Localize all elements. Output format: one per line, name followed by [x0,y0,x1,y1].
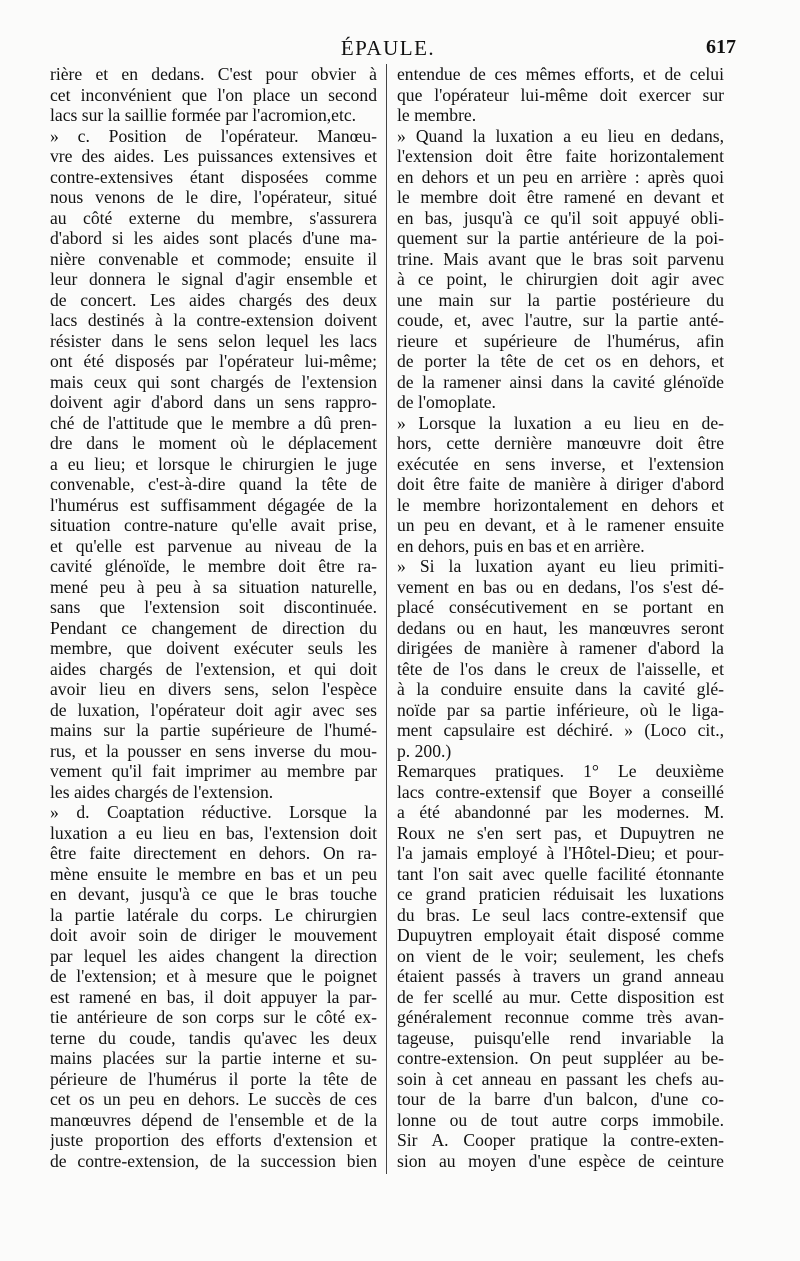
text-line: Roux ne s'en sert pas, et Dupuytren ne [397,822,724,843]
text-line: en dehors et un peu en arrière : après quoi [397,166,724,187]
text-line: de luxation, l'opérateur doit agir avec ses [50,699,377,720]
text-line: l'a jamais employé à l'Hôtel-Dieu; et pour- [397,843,724,863]
text-line: aides chargés de l'extension, et qui doit [50,658,377,679]
text-line: a été abandonné par les modernes. M. [397,802,724,822]
text-line: exécutée en sens inverse, et l'extension [397,453,724,474]
text-line: tête de l'os dans le creux de l'aisselle, et [397,658,724,679]
text-line: rière et en dedans. C'est pour obvier à [50,64,377,84]
text-line: mais ceux qui sont chargés de l'extension [50,371,377,392]
text-line: avoir lieu en divers sens, selon l'espèce [50,679,377,699]
text-line: rieure et supérieure de l'humérus, afin [397,330,724,351]
text-line: à ce point, le chirurgien doit agir avec [397,269,724,289]
text-line: p. 200.) [397,740,452,761]
text-line: quement sur la partie antérieure de la poi- [397,228,724,248]
page-header [48,36,736,64]
running-title: ÉPAULE. [340,36,436,60]
text-line: périeure de l'humérus il porte la tête de [50,1068,377,1089]
text-line: rus, et la pousser en sens inverse du mou- [50,740,377,761]
text-line: trine. Mais avant que le bras soit parvenu [397,248,724,269]
text-line: est ramené en bas, il doit appuyer la par- [50,986,377,1007]
text-line: le membre horizontalement en dehors et [397,494,724,515]
text-line: Dupuytren employait était disposé comme [397,925,724,945]
text-line: cet inconvénient que l'on place un second [50,84,377,105]
text-line: placé consécutivement en se portant en [397,597,724,617]
text-line: que l'opérateur lui-même doit exercer sur [397,84,724,105]
text-line: une main sur la partie postérieure du [397,289,724,310]
text-line: étaient passés à travers un grand anneau [397,966,724,986]
text-line: tour de la barre d'un balcon, d'une co- [397,1089,724,1109]
text-line: situation contre-nature qu'elle avait prise, [50,515,377,535]
text-line: ché de l'attitude que le membre a dû pren- [50,412,377,433]
text-line: » c. Position de l'opérateur. Manœu- [50,125,377,146]
text-line: cavité glénoïde, le membre doit être ra- [50,556,377,576]
text-line: convenable, c'est-à-dire quand la tête de [50,474,377,494]
text-line: membre, que doivent exécuter seuls les [50,638,377,658]
text-line: par lequel les aides changent la direction [50,945,377,966]
text-line: le membre. [397,105,477,125]
page-number: 617 [706,36,736,58]
column-divider [386,64,387,1174]
text-line: en dehors, puis en bas et en arrière. [397,535,645,556]
text-line: dirigées de manière à ramener d'abord la [397,638,724,658]
text-line: l'extension doit être faite horizontalement [397,146,724,166]
text-line: terne du coude, tandis qu'avec les deux [50,1027,377,1048]
text-line: généralement reconnue comme très avan- [397,1007,724,1027]
text-line: de l'extension; et à mesure que le poignet [50,966,377,986]
text-line: de porter la tête de cet os en dehors, et [397,351,724,371]
text-line: mène ensuite le membre en bas et un peu [50,863,377,884]
text-line: luxation a eu lieu en bas, l'extension doit [50,822,377,843]
text-line: juste proportion des efforts d'extension et [50,1130,377,1150]
text-line: l'humérus est suffisamment dégagée de la [50,494,377,515]
text-line: d'abord si les aides sont placés d'une ma- [50,228,377,248]
text-line: en bas, jusqu'à ce qu'il soit appuyé obli- [397,207,724,228]
text-line: vement en bas ou en dedans, l'os s'est dé- [397,576,724,597]
text-line: vement qu'il fait imprimer au membre par [50,761,377,781]
text-line: être faite directement en dehors. On ra- [50,843,377,863]
left-text-column [50,64,377,1174]
text-line: de contre-extension, de la succession bien [50,1150,377,1171]
text-line: de fer scellé au mur. Cette disposition est [397,986,724,1007]
right-text-column [397,64,724,1174]
text-line: au côté externe du membre, s'assurera [50,207,377,228]
text-line: » Quand la luxation a eu lieu en dedans, [397,125,724,146]
text-line: leur donnera le signal d'agir ensemble et [50,269,377,289]
text-line: ment capsulaire est déchiré. » (Loco cit., [397,720,724,740]
text-line: Remarques pratiques. 1° Le deuxième [397,761,724,781]
text-line: et qu'elle est parvenue au niveau de la [50,535,377,556]
text-line: lacs destinés à la contre-extension doivent [50,310,377,330]
text-line: les aides chargés de l'extension. [50,781,274,802]
text-line: manœuvres dépend de l'ensemble et de la [50,1109,377,1130]
text-line: un peu en devant, et à le ramener ensuite [397,515,724,535]
text-line: entendue de ces mêmes efforts, et de celui [397,64,724,84]
text-line: nière convenable et commode; ensuite il [50,248,377,269]
text-line: doit être faite de manière à diriger d'abord [397,474,724,494]
text-line: sans que l'extension soit discontinuée. [50,597,377,617]
text-line: mené peu à peu à sa situation naturelle, [50,576,377,597]
text-line: doit avoir soin de diriger le mouvement [50,925,377,945]
text-line: de concert. Les aides chargés des deux [50,289,377,310]
text-line: » d. Coaptation réductive. Lorsque la [50,802,377,822]
text-line: coude, et, avec l'autre, sur la partie anté- [397,310,724,330]
text-line: le membre doit être ramené en devant et [397,187,724,207]
text-line: vre des aides. Les puissances extensives et [50,146,377,166]
text-line: doivent agir d'abord dans un sens rappro- [50,392,377,412]
text-line: soin à cet anneau en passant les chefs au- [397,1068,724,1089]
text-line: sion au moyen d'une espèce de ceinture [397,1150,724,1171]
text-line: ont été disposés par l'opérateur lui-même; [50,351,377,371]
text-line: lacs contre-extensif que Boyer a conseillé [397,781,724,802]
text-line: mains placées sur la partie interne et su- [50,1048,377,1068]
text-line: dre dans le moment où le déplacement [50,433,377,453]
text-line: noïde par sa partie inférieure, où le liga- [397,699,724,720]
text-line: la partie latérale du corps. Le chirurgien [50,904,377,925]
text-line: contre-extension. On peut suppléer au be- [397,1048,724,1068]
text-line: résister dans le sens selon lequel les lacs [50,330,377,351]
text-line: de l'omoplate. [397,392,496,412]
text-line: a eu lieu; et lorsque le chirurgien le juge [50,453,377,474]
text-line: » Si la luxation ayant eu lieu primiti- [397,556,724,576]
text-line: Pendant ce changement de direction du [50,617,377,638]
text-line: tie antérieure de son corps sur le côté ex- [50,1007,377,1027]
text-line: lonne ou de tout autre corps immobile. [397,1109,724,1130]
text-line: en devant, jusqu'à ce que le bras touche [50,884,377,904]
text-line: on vient de le voir; seulement, les chefs [397,945,724,966]
text-line: lacs sur la saillie formée par l'acromion,etc. [50,105,357,125]
text-line: tageuse, puisqu'elle rend invariable la [397,1027,724,1048]
text-line: tant l'on sait avec quelle facilité étonnante [397,863,724,884]
text-line: mains sur la partie supérieure de l'humé- [50,720,377,740]
text-line: à la conduire ensuite dans la cavité glé- [397,679,724,699]
text-line: hors, cette dernière manœuvre doit être [397,433,724,453]
text-line: Sir A. Cooper pratique la contre-exten- [397,1130,724,1150]
text-line: de la ramener ainsi dans la cavité glénoïde [397,371,724,392]
text-line: ce grand praticien réduisait les luxations [397,884,724,904]
text-line: » Lorsque la luxation a eu lieu en de- [397,412,724,433]
text-line: du bras. Le seul lacs contre-extensif que [397,904,724,925]
text-line: nous venons de le dire, l'opérateur, situé [50,187,377,207]
text-line: contre-extensives étant disposées comme [50,166,377,187]
text-line: dedans ou en haut, les manœuvres seront [397,617,724,638]
text-line: cet os un peu en dehors. Le succès de ces [50,1089,377,1109]
